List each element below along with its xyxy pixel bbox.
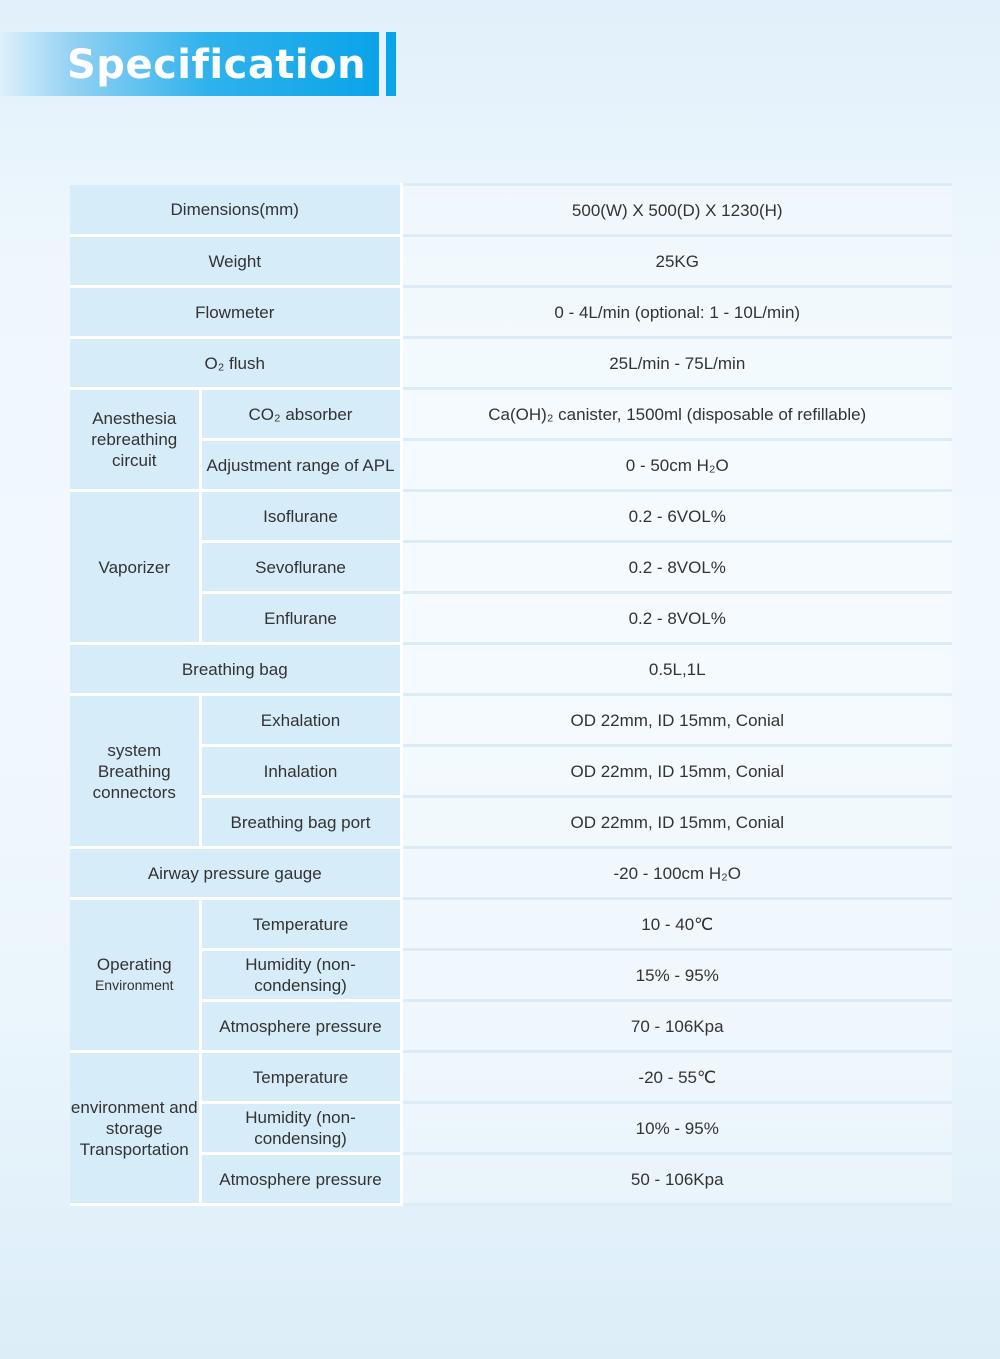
- table-row: [70, 593, 952, 644]
- table-row: [70, 950, 952, 1001]
- group-label: environment and storage Transportation: [70, 1052, 200, 1205]
- row-label: Flowmeter: [70, 287, 401, 338]
- row-label: Humidity (non-condensing): [200, 950, 401, 1001]
- table-row: [70, 542, 952, 593]
- table-row: [70, 1052, 952, 1103]
- row-value: -20 - 100cm H₂O: [401, 848, 952, 899]
- row-label: Breathing bag: [70, 644, 401, 695]
- table-row: [70, 1001, 952, 1052]
- table-row: [70, 695, 952, 746]
- row-value: OD 22mm, ID 15mm, Conial: [401, 797, 952, 848]
- row-value: OD 22mm, ID 15mm, Conial: [401, 695, 952, 746]
- row-label: Exhalation: [200, 695, 401, 746]
- row-label: Adjustment range of APL: [200, 440, 401, 491]
- row-label: Weight: [70, 236, 401, 287]
- row-label: Temperature: [200, 899, 401, 950]
- group-label: [70, 899, 200, 1052]
- table-row: [70, 644, 952, 695]
- title-banner: [0, 32, 379, 96]
- title-accent-bar: [386, 32, 396, 96]
- table-row: [70, 848, 952, 899]
- row-value: 10 - 40℃: [401, 899, 952, 950]
- row-label: Sevoflurane: [200, 542, 401, 593]
- spec-table: [70, 183, 952, 1206]
- row-value: 0 - 50cm H₂O: [401, 440, 952, 491]
- row-label: CO₂ absorber: [200, 389, 401, 440]
- row-label: Atmosphere pressure: [200, 1154, 401, 1205]
- row-label: Atmosphere pressure: [200, 1001, 401, 1052]
- row-value: Ca(OH)₂ canister, 1500ml (disposable of refillable): [401, 389, 952, 440]
- group-label: Vaporizer: [70, 491, 200, 644]
- row-label: Dimensions(mm): [70, 185, 401, 236]
- row-value: 70 - 106Kpa: [401, 1001, 952, 1052]
- row-value: 0.2 - 8VOL%: [401, 542, 952, 593]
- group-label: Anesthesia rebreathing circuit: [70, 389, 200, 491]
- row-label: Inhalation: [200, 746, 401, 797]
- row-value: 500(W) X 500(D) X 1230(H): [401, 185, 952, 236]
- row-label: Enflurane: [200, 593, 401, 644]
- group-label-sub: Environment: [94, 977, 174, 993]
- row-label: O₂ flush: [70, 338, 401, 389]
- row-label: Breathing bag port: [200, 797, 401, 848]
- row-value: 25KG: [401, 236, 952, 287]
- group-label: system Breathing connectors: [70, 695, 200, 848]
- row-value: 25L/min - 75L/min: [401, 338, 952, 389]
- row-value: 0.2 - 6VOL%: [401, 491, 952, 542]
- row-value: -20 - 55℃: [401, 1052, 952, 1103]
- row-value: OD 22mm, ID 15mm, Conial: [401, 746, 952, 797]
- page-title: Specification: [67, 42, 367, 88]
- table-row: [70, 797, 952, 848]
- row-value: 0 - 4L/min (optional: 1 - 10L/min): [401, 287, 952, 338]
- table-row: [70, 440, 952, 491]
- row-value: 50 - 106Kpa: [401, 1154, 952, 1205]
- table-row: [70, 1103, 952, 1154]
- table-row: [70, 491, 952, 542]
- table-row: [70, 338, 952, 389]
- group-label-main: Operating: [96, 955, 172, 974]
- row-value: 10% - 95%: [401, 1103, 952, 1154]
- row-value: 15% - 95%: [401, 950, 952, 1001]
- row-value: 0.2 - 8VOL%: [401, 593, 952, 644]
- row-label: Humidity (non-condensing): [200, 1103, 401, 1154]
- table-row: [70, 746, 952, 797]
- table-row: [70, 1154, 952, 1205]
- table-row: [70, 899, 952, 950]
- table-row: [70, 287, 952, 338]
- table-row: [70, 185, 952, 236]
- row-label: Temperature: [200, 1052, 401, 1103]
- table-row: [70, 389, 952, 440]
- row-label: Airway pressure gauge: [70, 848, 401, 899]
- table-row: [70, 236, 952, 287]
- row-value: 0.5L,1L: [401, 644, 952, 695]
- row-label: Isoflurane: [200, 491, 401, 542]
